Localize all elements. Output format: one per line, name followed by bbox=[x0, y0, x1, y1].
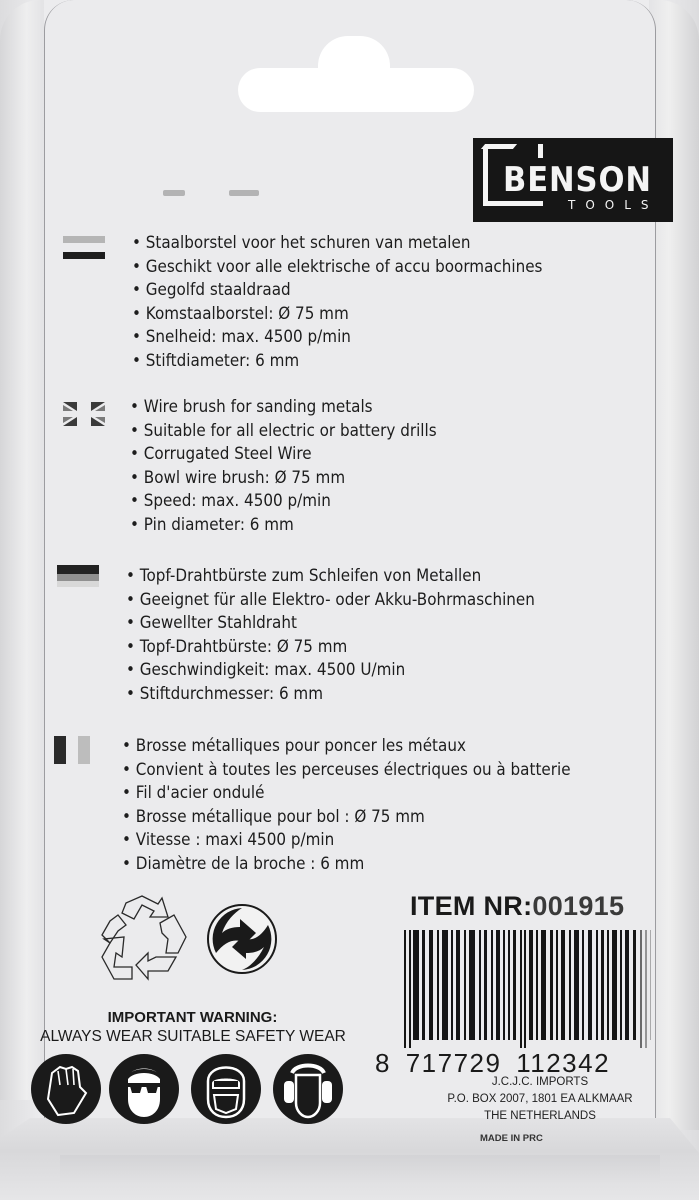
bullet-item: • Geeignet für alle Elektro- oder Akku-Bohrmaschinen bbox=[126, 588, 535, 612]
importer-address: P.O. BOX 2007, 1801 EA ALKMAAR bbox=[447, 1093, 633, 1105]
bullet-list-nl bbox=[132, 231, 578, 373]
bullet-item: • Gewellter Stahldraht bbox=[126, 611, 535, 635]
ean-first-digit: 8 bbox=[375, 1048, 391, 1078]
importer-name: J.C.J.C. IMPORTS bbox=[491, 1076, 589, 1088]
barcode bbox=[404, 930, 654, 1048]
flag-nl-icon bbox=[63, 236, 105, 264]
ean-right-group: 112342 bbox=[516, 1048, 611, 1078]
bullet-item: • Wire brush for sanding metals bbox=[130, 395, 437, 419]
bullet-item: • Brosse métalliques pour poncer les métaux bbox=[122, 734, 571, 758]
blister-bottom-shade bbox=[60, 1155, 660, 1185]
bullet-item: • Stiftdurchmesser: 6 mm bbox=[126, 682, 535, 706]
ean-number bbox=[375, 1048, 610, 1079]
bullet-item: • Gegolfd staaldraad bbox=[132, 278, 542, 302]
bullet-item: • Corrugated Steel Wire bbox=[130, 442, 437, 466]
logo-tagline: TOOLS bbox=[568, 198, 659, 212]
bullet-item: • Komstaalborstel: Ø 75 mm bbox=[132, 302, 542, 326]
warning-subtitle: ALWAYS WEAR SUITABLE SAFETY WEAR bbox=[40, 1028, 346, 1045]
bullet-list-de bbox=[126, 564, 570, 706]
bullet-item: • Brosse métallique pour bol : Ø 75 mm bbox=[122, 805, 571, 829]
ear-protection-icon bbox=[272, 1053, 344, 1125]
recycle-icon bbox=[96, 895, 188, 985]
flag-de-icon bbox=[57, 563, 99, 591]
bullet-item: • Convient à toutes les perceuses électriques ou à batterie bbox=[122, 758, 571, 782]
bullet-item: • Fil d'acier ondulé bbox=[122, 781, 571, 805]
dust-mask-icon bbox=[190, 1053, 262, 1125]
bullet-item: • Suitable for all electric or battery drills bbox=[130, 419, 437, 443]
benson-logo bbox=[473, 138, 673, 222]
bullet-item: • Diamètre de la broche : 6 mm bbox=[122, 852, 571, 876]
warning-title: IMPORTANT WARNING: bbox=[107, 1009, 278, 1026]
ean-left-group: 717729 bbox=[405, 1048, 502, 1078]
country-of-origin: MADE IN PRC bbox=[480, 1133, 543, 1144]
blister-edge-left bbox=[0, 0, 44, 1100]
importer-country: THE NETHERLANDS bbox=[484, 1110, 596, 1122]
bullet-item: • Snelheid: max. 4500 p/min bbox=[132, 325, 542, 349]
bullet-item: • Topf-Drahtbürste: Ø 75 mm bbox=[126, 635, 535, 659]
gloves-icon bbox=[30, 1053, 102, 1125]
item-number-label: ITEM NR: bbox=[410, 891, 533, 921]
bullet-item: • Topf-Drahtbürste zum Schleifen von Metallen bbox=[126, 564, 535, 588]
bullet-list-en bbox=[130, 395, 463, 537]
bullet-item: • Speed: max. 4500 p/min bbox=[130, 489, 437, 513]
bullet-item: • Vitesse : maxi 4500 p/min bbox=[122, 828, 571, 852]
bullet-item: • Bowl wire brush: Ø 75 mm bbox=[130, 466, 437, 490]
bullet-item: • Staalborstel voor het schuren van metalen bbox=[132, 231, 542, 255]
logo-brand-name: BENSON bbox=[503, 160, 652, 200]
print-smudge bbox=[163, 190, 185, 196]
print-smudge bbox=[229, 190, 259, 196]
hang-hole bbox=[238, 68, 474, 112]
bullet-list-fr bbox=[122, 734, 610, 876]
bullet-item: • Geschwindigkeit: max. 4500 U/min bbox=[126, 658, 535, 682]
bullet-item: • Stiftdiameter: 6 mm bbox=[132, 349, 542, 373]
green-dot-icon bbox=[206, 903, 278, 975]
flag-uk-icon bbox=[63, 401, 105, 427]
bullet-item: • Geschikt voor alle elektrische of accu boormachines bbox=[132, 255, 542, 279]
item-number-value: 001915 bbox=[532, 891, 625, 921]
bullet-item: • Pin diameter: 6 mm bbox=[130, 513, 437, 537]
item-number bbox=[410, 891, 624, 922]
flag-fr-icon bbox=[54, 736, 96, 764]
safety-glasses-icon bbox=[108, 1053, 180, 1125]
